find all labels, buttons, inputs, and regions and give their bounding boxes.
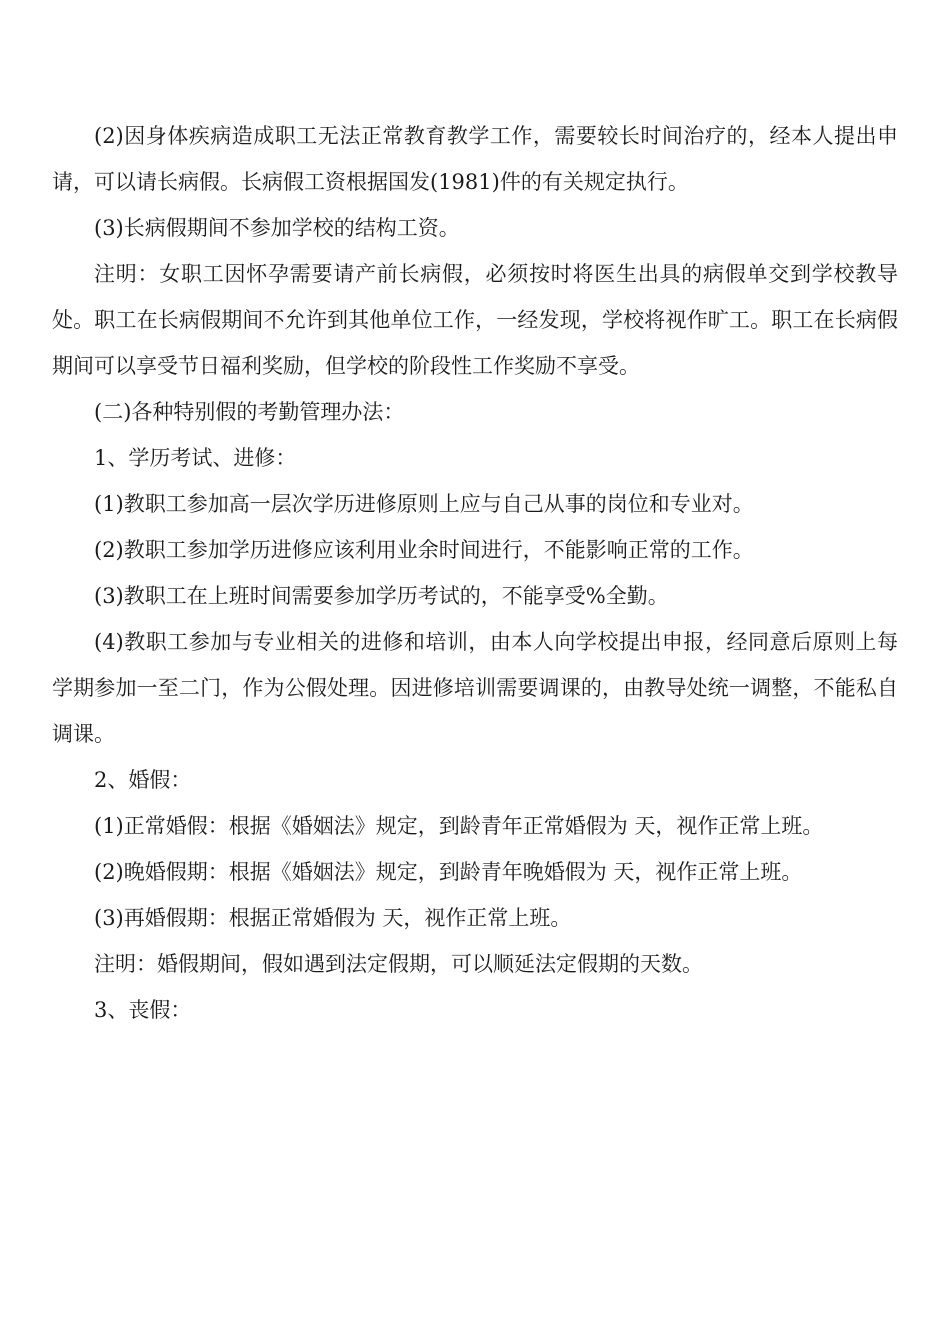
section-heading-special-leave: (二)各种特别假的考勤管理办法： <box>94 400 405 424</box>
paragraph-sick-leave-3: (3)长病假期间不参加学校的结构工资。 <box>94 216 460 240</box>
paragraph-sick-leave-note: 注明：女职工因怀孕需要请产前长病假，必须按时将医生出具的病假单交到学校教导处。职工在长病假期间不允许到其他单位工作，一经发现，学校将视作旷工。职工在长病假期间可以享受节日福利奖励，但学校的阶段性工作奖励不享受。 <box>52 262 898 378</box>
paragraph-study-4: (4)教职工参加与专业相关的进修和培训，由本人向学校提出申报，经同意后原则上每学期参加一至二门，作为公假处理。因进修培训需要调课的，由教导处统一调整，不能私自调课。 <box>52 630 898 746</box>
paragraph-study-1: (1)教职工参加高一层次学历进修原则上应与自己从事的岗位和专业对。 <box>94 492 754 516</box>
subheading-study-leave: 1、学历考试、进修： <box>94 446 297 470</box>
paragraph-study-3: (3)教职工在上班时间需要参加学历考试的，不能享受%全勤。 <box>94 584 669 608</box>
paragraph-marriage-note: 注明：婚假期间，假如遇到法定假期，可以顺延法定假期的天数。 <box>94 952 703 976</box>
paragraph-marriage-1: (1)正常婚假：根据《婚姻法》规定，到龄青年正常婚假为 天，视作正常上班。 <box>94 814 824 838</box>
subheading-bereavement-leave: 3、丧假： <box>94 998 192 1022</box>
paragraph-marriage-2: (2)晚婚假期：根据《婚姻法》规定，到龄青年晚婚假为 天，视作正常上班。 <box>94 860 803 884</box>
paragraph-sick-leave-2: (2)因身体疾病造成职工无法正常教育教学工作，需要较长时间治疗的，经本人提出申请，可以请长病假。长病假工资根据国发(1981)件的有关规定执行。 <box>52 124 898 194</box>
paragraph-marriage-3: (3)再婚假期：根据正常婚假为 天，视作正常上班。 <box>94 906 572 930</box>
subheading-marriage-leave: 2、婚假： <box>94 768 192 792</box>
document-body <box>52 113 898 1033</box>
paragraph-study-2: (2)教职工参加学历进修应该利用业余时间进行，不能影响正常的工作。 <box>94 538 754 562</box>
